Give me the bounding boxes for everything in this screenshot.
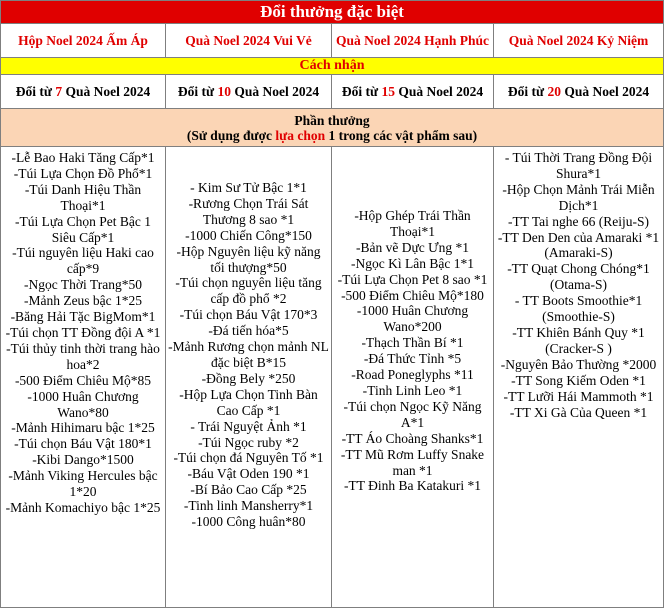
requirement [1,75,166,109]
reward-item: -Hộp Lựa Chọn Tinh Bàn Cao Cấp *1 [179,386,318,418]
section-rewards [1,109,664,147]
requirement-prefix: Đổi từ [177,84,218,99]
requirement-suffix: Quà Noel 2024 [62,84,151,99]
requirement [166,75,332,109]
reward-item: -Túi chọn Ngọc Kỹ Năng A*1 [343,398,482,430]
reward-column-3 [332,147,494,608]
reward-item: -Đá Thức Tỉnh *5 [363,351,462,367]
reward-item: -Túi Lựa Chọn Pet Bậc 1 Siêu Cấp*1 [15,213,151,245]
rewards-note-prefix: (Sử dụng được [186,127,276,143]
requirement-suffix: Quà Noel 2024 [230,84,320,99]
reward-item: - Trái Nguyệt Ảnh *1 [190,418,307,434]
reward-item: -Hộp Chọn Mảnh Trái Miễn Dịch*1 [502,181,655,213]
reward-item: -Túi nguyên liệu Haki cao cấp*9 [12,245,154,277]
reward-item: -Rương Chọn Trái Sát Thương 8 sao *1 [188,195,309,227]
reward-item: -Túi Ngọc ruby *2 [198,434,299,450]
reward-item: -Bí Bảo Cao Cấp *25 [190,482,307,498]
reward-item: -Báu Vật Oden 190 *1 [187,466,310,482]
reward-item: -Thạch Thần Bí *1 [361,335,464,351]
reward-item: -TT Đinh Ba Katakuri *1 [344,478,481,494]
reward-item: -Đá tiến hóa*5 [208,323,289,339]
reward-item: - Kim Sư Tử Bậc 1*1 [190,180,307,195]
reward-item: -1000 Chiến Công*150 [185,227,312,243]
requirement-count: 15 [381,84,395,99]
rewards-note-highlight: lựa chọn [275,127,326,143]
reward-item: -Ngọc Kì Lân Bậc 1*1 [351,255,474,271]
requirement [332,75,494,109]
reward-item: -Lễ Bao Haki Tăng Cấp*1 [11,150,155,165]
requirement-prefix: Đổi từ [341,84,382,99]
reward-item: -Túi thủy tinh thời trang hào hoa*2 [6,340,160,372]
requirement-count: 20 [547,84,561,99]
rewards-note [3,128,661,143]
reward-item: -Bản vẽ Dực Ưng *1 [355,239,470,255]
requirement-suffix: Quà Noel 2024 [394,84,484,99]
reward-item: -Mảnh Viking Hercules bậc 1*20 [8,468,158,500]
reward-item: -1000 Huân Chương Wano*200 [356,303,469,335]
reward-item: -Túi Lựa Chọn Đồ Phổ*1 [13,165,153,181]
reward-item: - TT Boots Smoothie*1 (Smoothie-S) [514,293,643,325]
rewards-heading: Phần thưởng [294,112,370,128]
reward-item: -1000 Huân Chương Wano*80 [27,388,139,420]
reward-item: -Đồng Bely *250 [201,370,296,386]
reward-item: -TT Lưỡi Hái Mammoth *1 [503,388,654,404]
reward-item: -1000 Công huân*80 [191,514,306,530]
reward-item: -TT Khiên Bánh Quy *1 (Cracker-S ) [512,324,645,356]
reward-item: - Túi Thời Trang Đồng Đội Shura*1 [504,150,653,181]
section-how-to-get: Cách nhận [1,58,664,75]
reward-column-2 [166,147,332,608]
reward-item: -Túi Lựa Chọn Pet 8 sao *1 [337,271,488,287]
reward-item: -Nguyên Bảo Thường *2000 [500,356,657,372]
reward-item: -Road Poneglyphs *11 [351,367,474,383]
reward-item: -TT Áo Choàng Shanks*1 [341,430,484,446]
reward-item: -Mảnh Zeus bậc 1*25 [23,293,143,309]
reward-item: -Tinh Linh Leo *1 [362,382,463,398]
pack-name: Quà Noel 2024 Hạnh Phúc [332,24,494,58]
pack-name: Quà Noel 2024 Kỷ Niệm [494,24,664,58]
reward-item: -Băng Hải Tặc BigMom*1 [10,309,156,325]
reward-column-4 [494,147,664,608]
reward-item: -Túi chọn nguyên liệu tăng cấp đồ phổ *2 [175,275,322,307]
reward-item: -Túi Danh Hiệu Thần Thoại*1 [24,181,142,213]
reward-item: -Túi chọn Báu Vật 180*1 [14,436,152,452]
reward-item: -Mảnh Rương chọn mảnh NL đặc biệt B*15 [168,339,329,370]
reward-item: -Túi chọn Báu Vật 170*3 [179,307,318,323]
requirement-suffix: Quà Noel 2024 [560,84,650,99]
reward-item: -Tinh linh Mansherry*1 [183,498,314,514]
reward-item: -Túi chọn đá Nguyên Tố *1 [173,450,324,466]
pack-name: Quà Noel 2024 Vui Vẻ [166,24,332,58]
reward-item: -Hộp Ghép Trái Thần Thoại*1 [354,208,471,239]
reward-item: -Mảnh Komachiyo bậc 1*25 [5,499,161,515]
reward-item: -Mảnh Hihimaru bậc 1*25 [11,420,155,436]
reward-item: -TT Tai nghe 66 (Reiju-S) [507,213,650,229]
reward-item: -TT Mũ Rơm Luffy Snake man *1 [340,446,485,478]
reward-item: -Ngọc Thời Trang*50 [24,277,142,293]
reward-item: -TT Quạt Chong Chóng*1 (Otama-S) [507,261,650,293]
reward-column-1 [1,147,166,608]
requirement-prefix: Đổi từ [507,84,548,99]
requirement-prefix: Đổi từ [15,84,56,99]
reward-item: -TT Den Den của Amaraki *1 (Amaraki-S) [497,229,660,261]
reward-item: -Hộp Nguyên liệu kỹ năng tối thượng*50 [176,243,321,275]
table-title: Đổi thưởng đặc biệt [1,1,664,24]
reward-item: -TT Xi Gà Của Queen *1 [509,404,648,420]
reward-item: -TT Song Kiếm Oden *1 [511,372,646,388]
reward-item: -Kibi Dango*1500 [32,452,134,468]
reward-item: -500 Điểm Chiêu Mộ*180 [341,287,484,303]
requirement-count: 7 [55,84,63,99]
reward-item: -Túi chọn TT Đồng đội A *1 [5,324,161,340]
pack-name: Hộp Noel 2024 Ấm Áp [1,24,166,58]
requirement [494,75,664,109]
reward-item: -500 Điểm Chiêu Mộ*85 [14,372,152,388]
rewards-note-suffix: 1 trong các vật phẩm sau) [325,127,478,143]
requirement-count: 10 [217,84,231,99]
